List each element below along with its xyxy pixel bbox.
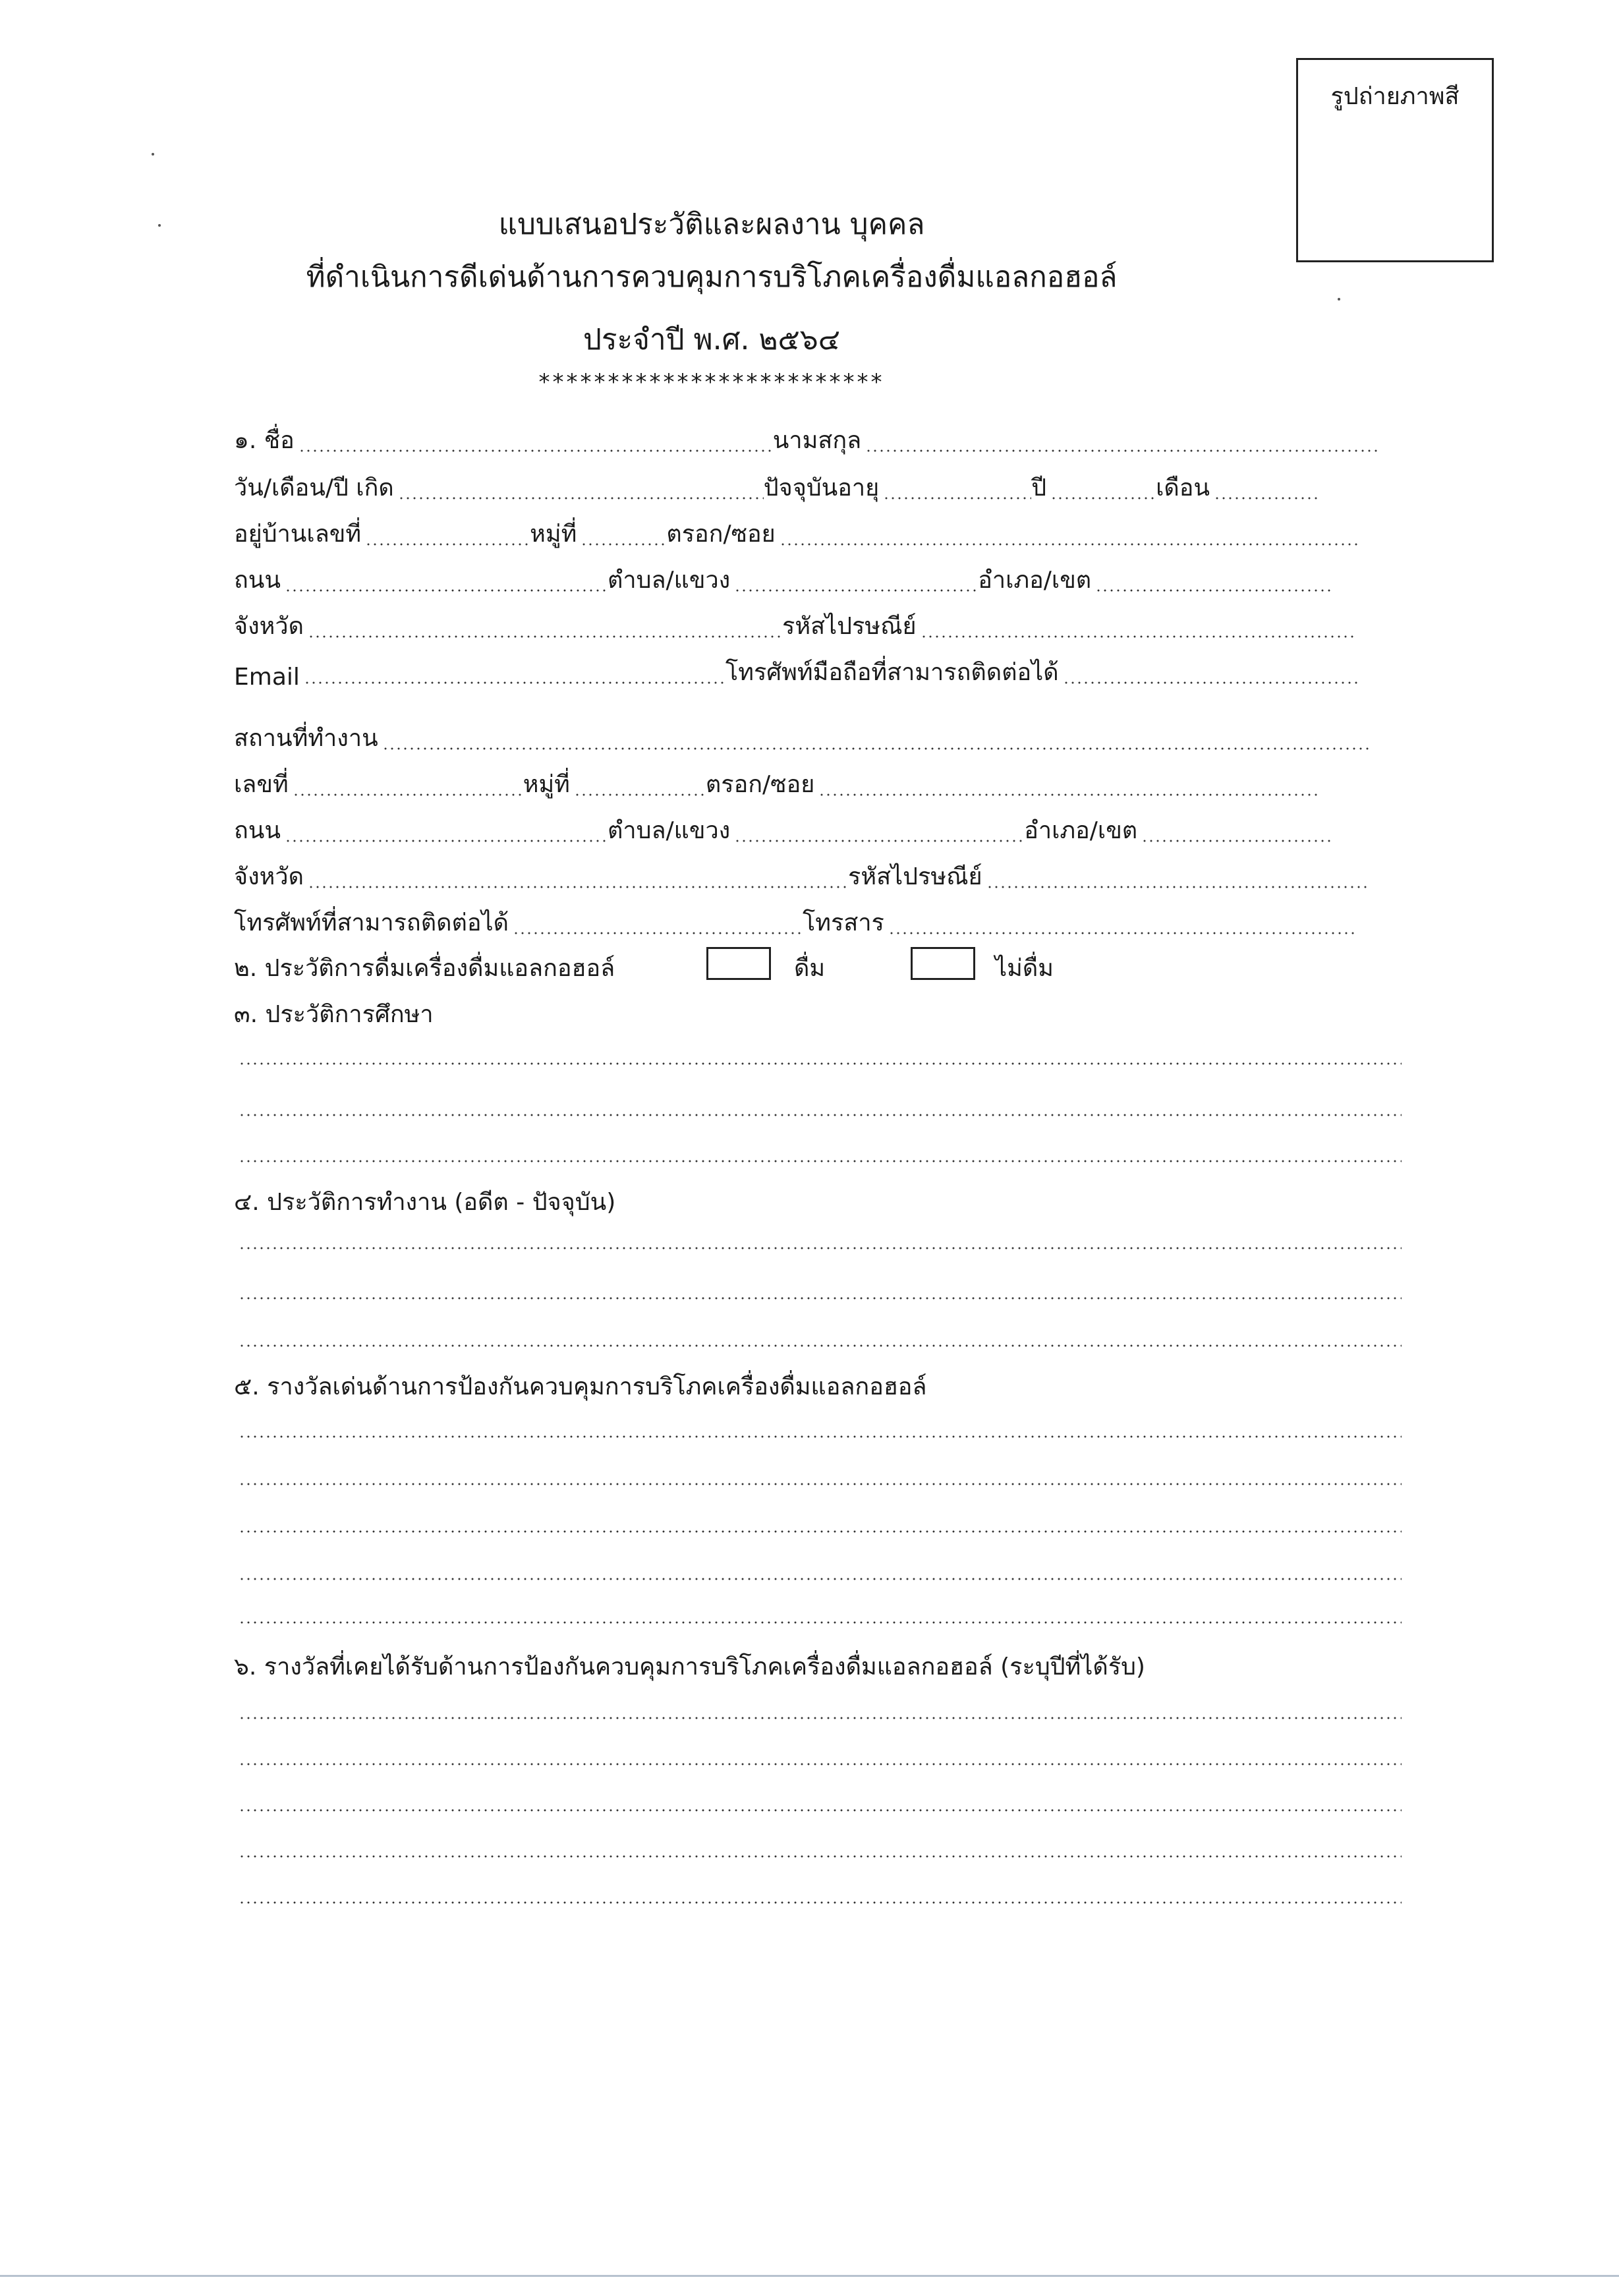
outstanding-award-line[interactable]: [239, 1530, 1402, 1533]
education-line[interactable]: [239, 1160, 1402, 1162]
work-no-field[interactable]: [293, 793, 523, 796]
outstanding-award-line[interactable]: [239, 1578, 1402, 1580]
work-district-label: อำเภอ/เขต: [1024, 817, 1138, 844]
work-road-field[interactable]: [285, 840, 608, 842]
drink-option-label: ดื่ม: [794, 955, 826, 982]
mobile-label: โทรศัพท์มือถือที่สามารถติดต่อได้: [725, 659, 1059, 686]
outstanding-award-line[interactable]: [239, 1621, 1402, 1624]
work-province-label: จังหวัด: [234, 863, 304, 890]
work-road-label: ถนน: [234, 817, 281, 844]
year-field[interactable]: [1050, 497, 1156, 500]
road-label: ถนน: [234, 567, 281, 594]
alley-field[interactable]: [780, 543, 1359, 546]
work-alley-label: ตรอก/ซอย: [705, 771, 815, 798]
form-subtitle: ที่ดำเนินการดีเด่นด้านการควบคุมการบริโภคเครื่องดื่มแอลกอฮอล์: [306, 260, 1118, 294]
no-drink-option-label: ไม่ดื่ม: [995, 955, 1054, 982]
postcode-field[interactable]: [921, 635, 1355, 638]
work-history-label: ๔. ประวัติการทำงาน (อดีต - ปัจจุบัน): [234, 1189, 616, 1216]
received-award-line[interactable]: [239, 1901, 1402, 1904]
moo-field[interactable]: [581, 543, 666, 546]
scan-speck: [152, 153, 154, 156]
no-drink-checkbox[interactable]: [911, 947, 975, 980]
work-history-line[interactable]: [239, 1247, 1402, 1249]
received-award-label: ๖. รางวัลที่เคยได้รับด้านการป้องกันควบคุมการบริโภคเครื่องดื่มแอลกอฮอล์ (ระบุปีที่ได้รับ): [234, 1653, 1145, 1680]
email-field[interactable]: [304, 681, 725, 684]
education-history-label: ๓. ประวัติการศึกษา: [234, 1001, 434, 1028]
month-label: เดือน: [1156, 474, 1210, 502]
name-label: ๑. ชื่อ: [234, 427, 295, 454]
work-postcode-field[interactable]: [986, 886, 1369, 888]
row-address: [234, 515, 1359, 552]
province-field[interactable]: [308, 635, 782, 638]
scan-speck: [1338, 298, 1340, 301]
outstanding-award-line[interactable]: [239, 1435, 1402, 1438]
received-award-line[interactable]: [239, 1763, 1402, 1765]
scan-edge-line: [0, 2275, 1619, 2277]
scan-speck: [158, 224, 161, 227]
district-label: อำเภอ/เขต: [978, 567, 1092, 594]
row-work-address: [234, 766, 1319, 803]
subdistrict-field[interactable]: [734, 589, 978, 592]
row-birthdate: [234, 469, 1319, 506]
year-label: ปี: [1031, 474, 1047, 502]
row-work-road: [234, 812, 1332, 849]
work-history-line[interactable]: [239, 1344, 1402, 1347]
work-district-field[interactable]: [1141, 840, 1332, 842]
surname-label: นามสกุล: [772, 427, 862, 454]
district-field[interactable]: [1095, 589, 1332, 592]
received-award-line[interactable]: [239, 1855, 1402, 1858]
received-award-line[interactable]: [239, 1717, 1402, 1719]
house-no-label: อยู่บ้านเลขที่: [234, 521, 362, 548]
postcode-label: รหัสไปรษณีย์: [782, 613, 917, 640]
work-phone-label: โทรศัพท์ที่สามารถติดต่อได้: [234, 909, 509, 936]
row-email: [234, 654, 1359, 691]
birthdate-field[interactable]: [398, 497, 764, 500]
education-line[interactable]: [239, 1062, 1402, 1065]
row-province: [234, 608, 1355, 645]
house-no-field[interactable]: [365, 543, 530, 546]
work-postcode-label: รหัสไปรษณีย์: [848, 863, 982, 890]
name-field[interactable]: [298, 449, 773, 452]
work-no-label: เลขที่: [234, 771, 289, 798]
row-name: [234, 422, 1379, 459]
age-field[interactable]: [883, 497, 1031, 500]
month-field[interactable]: [1214, 497, 1319, 500]
workplace-label: สถานที่ทำงาน: [234, 725, 378, 752]
outstanding-award-label: ๕. รางวัลเด่นด้านการป้องกันควบคุมการบริโภคเครื่องดื่มแอลกอฮอล์: [234, 1373, 927, 1400]
surname-field[interactable]: [865, 449, 1379, 452]
row-workplace: [234, 720, 1371, 757]
work-history-line[interactable]: [239, 1297, 1402, 1300]
title-separator: *************************: [538, 369, 885, 395]
outstanding-award-line[interactable]: [239, 1483, 1402, 1485]
birthdate-label: วัน/เดือน/ปี เกิด: [234, 474, 394, 502]
work-alley-field[interactable]: [818, 793, 1319, 796]
row-work-province: [234, 858, 1369, 895]
photo-box-label: รูปถ่ายภาพสี: [1330, 83, 1460, 110]
workplace-field[interactable]: [382, 747, 1371, 750]
photo-box: [1296, 58, 1494, 262]
drink-checkbox[interactable]: [706, 947, 771, 980]
work-subdistrict-field[interactable]: [734, 840, 1024, 842]
fax-label: โทรสาร: [802, 909, 884, 936]
work-moo-field[interactable]: [574, 793, 706, 796]
received-award-line[interactable]: [239, 1809, 1402, 1812]
form-title: แบบเสนอประวัติและผลงาน บุคคล: [498, 208, 925, 241]
mobile-field[interactable]: [1063, 681, 1359, 684]
row-work-phone: [234, 904, 1356, 941]
education-line[interactable]: [239, 1114, 1402, 1116]
province-label: จังหวัด: [234, 613, 304, 640]
alley-label: ตรอก/ซอย: [666, 521, 776, 548]
form-year: ประจำปี พ.ศ. ๒๕๖๔: [582, 323, 841, 357]
subdistrict-label: ตำบล/แขวง: [608, 567, 731, 594]
work-phone-field[interactable]: [513, 932, 803, 934]
work-province-field[interactable]: [308, 886, 848, 888]
road-field[interactable]: [285, 589, 608, 592]
row-road: [234, 561, 1332, 598]
drinking-history-label: ๒. ประวัติการดื่มเครื่องดื่มแอลกอฮอล์: [234, 955, 615, 982]
age-label: ปัจจุบันอายุ: [763, 474, 880, 502]
work-subdistrict-label: ตำบล/แขวง: [608, 817, 731, 844]
email-label: Email: [234, 664, 300, 691]
work-moo-label: หมู่ที่: [523, 771, 570, 798]
moo-label: หมู่ที่: [530, 521, 577, 548]
fax-field[interactable]: [888, 932, 1356, 934]
